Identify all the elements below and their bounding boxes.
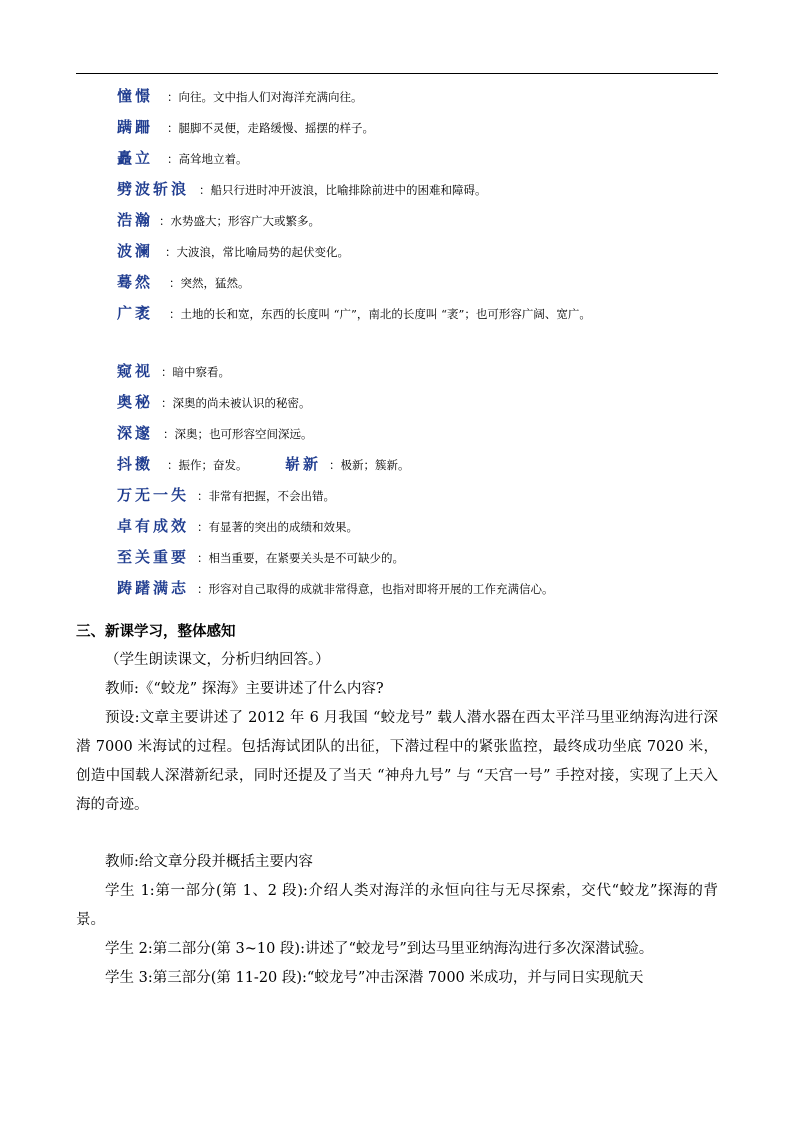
glossary-item (117, 483, 677, 514)
glossary-item (117, 177, 677, 208)
teacher-question: 教师:给文章分段并概括主要内容 (105, 854, 313, 870)
glossary-term: 至关重要 (117, 548, 190, 566)
glossary-item (117, 270, 677, 301)
preset-answer: 预设:文章主要讲述了 2012 年 6 月我国 “蛟龙号” 载人潜水器在西太平洋马里亚纳海沟进行深潜 7000 米海试的过程。包括海试团队的出征，下潜过程中的紧张监控，最终成功坐底 7020 米，创造中国载人深潜新纪录，同时还提及了当天 “神舟九号” 与 “天宫一号” 手控对接，实现了上天入海的奇迹。 (76, 710, 718, 813)
glossary-term: 劈波斩浪 (117, 180, 190, 198)
glossary-term: 奥秘 (117, 393, 154, 411)
glossary-term: 深邃 (117, 424, 154, 442)
glossary-item (117, 115, 677, 146)
glossary-definition: ：深奥的尚未被认识的秘密。 (161, 396, 311, 410)
glossary-term: 窥视 (117, 362, 154, 380)
instruction-text: （学生朗读课文，分析归纳回答。） (105, 652, 330, 668)
glossary-definition: ：有显著的突出的成绩和效果。 (197, 520, 358, 534)
glossary-item (117, 545, 677, 576)
student-answer: 学生 2:第二部分(第 3~10 段):讲述了“蛟龙号”到达马里亚纳海沟进行多次深潜试验。 (105, 941, 654, 957)
lesson-content (76, 617, 718, 993)
glossary-term: 波澜 (117, 242, 154, 260)
glossary-definition: ：土地的长和宽，东西的长度叫 “广”，南北的长度叫 “袤”；也可形容广阔、宽广。 (169, 307, 591, 321)
glossary-item (117, 301, 677, 359)
glossary-definition: ：非常有把握，不会出错。 (197, 489, 335, 503)
vocabulary-glossary (117, 84, 677, 622)
glossary-term: 浩瀚 (117, 211, 154, 229)
glossary-definition: ：高耸地立着。 (167, 152, 248, 166)
glossary-item (117, 452, 677, 483)
glossary-term: 踌躇满志 (117, 579, 190, 597)
section-heading: 三、新课学习，整体感知 (76, 623, 236, 640)
glossary-definition: ：水势盛大；形容广大或繁多。 (159, 214, 320, 228)
glossary-term: 蹒跚 (117, 118, 154, 136)
glossary-item (117, 359, 677, 390)
teacher-question: 教师:《“蛟龙” 探海》主要讲述了什么内容? (105, 681, 384, 697)
glossary-item (117, 239, 677, 270)
glossary-definition: ：腿脚不灵便，走路缓慢、摇摆的样子。 (167, 121, 374, 135)
glossary-item (117, 576, 677, 622)
glossary-term: 崭新 (285, 455, 322, 473)
student-answer: 学生 3:第三部分(第 11-20 段):“蛟龙号”冲击深潜 7000 米成功，并与同日实现航天 (105, 970, 644, 986)
glossary-item (117, 84, 677, 115)
glossary-term: 蓦然 (117, 273, 154, 291)
glossary-item (117, 421, 677, 452)
glossary-definition: ：深奥；也可形容空间深远。 (163, 427, 313, 441)
header-rule (76, 73, 718, 74)
glossary-definition: ：向往。文中指人们对海洋充满向往。 (167, 90, 363, 104)
glossary-definition: ：极新；簇新。 (329, 458, 410, 472)
glossary-definition: ：突然，猛然。 (169, 276, 250, 290)
glossary-item (117, 208, 677, 239)
glossary-term: 广袤 (117, 304, 154, 322)
glossary-item (117, 514, 677, 545)
glossary-term: 憧憬 (117, 87, 154, 105)
glossary-term: 万无一失 (117, 486, 190, 504)
paragraph-gap (76, 820, 718, 848)
glossary-definition: ：振作；奋发。 (167, 458, 248, 472)
glossary-definition: ：形容对自己取得的成就非常得意，也指对即将开展的工作充满信心。 (197, 582, 554, 596)
glossary-item (117, 390, 677, 421)
glossary-definition: ：相当重要，在紧要关头是不可缺少的。 (197, 551, 404, 565)
glossary-term: 抖擞 (117, 455, 154, 473)
glossary-term: 矗立 (117, 149, 154, 167)
glossary-definition: ：船只行进时冲开波浪，比喻排除前进中的困难和障碍。 (199, 183, 487, 197)
glossary-term: 卓有成效 (117, 517, 190, 535)
glossary-definition: ：暗中察看。 (161, 365, 230, 379)
glossary-definition: ：大波浪，常比喻局势的起伏变化。 (165, 245, 349, 259)
glossary-item (117, 146, 677, 177)
student-answer: 学生 1:第一部分(第 1、2 段):介绍人类对海洋的永恒向往与无尽探索，交代“蛟龙”探海的背景。 (76, 883, 718, 928)
